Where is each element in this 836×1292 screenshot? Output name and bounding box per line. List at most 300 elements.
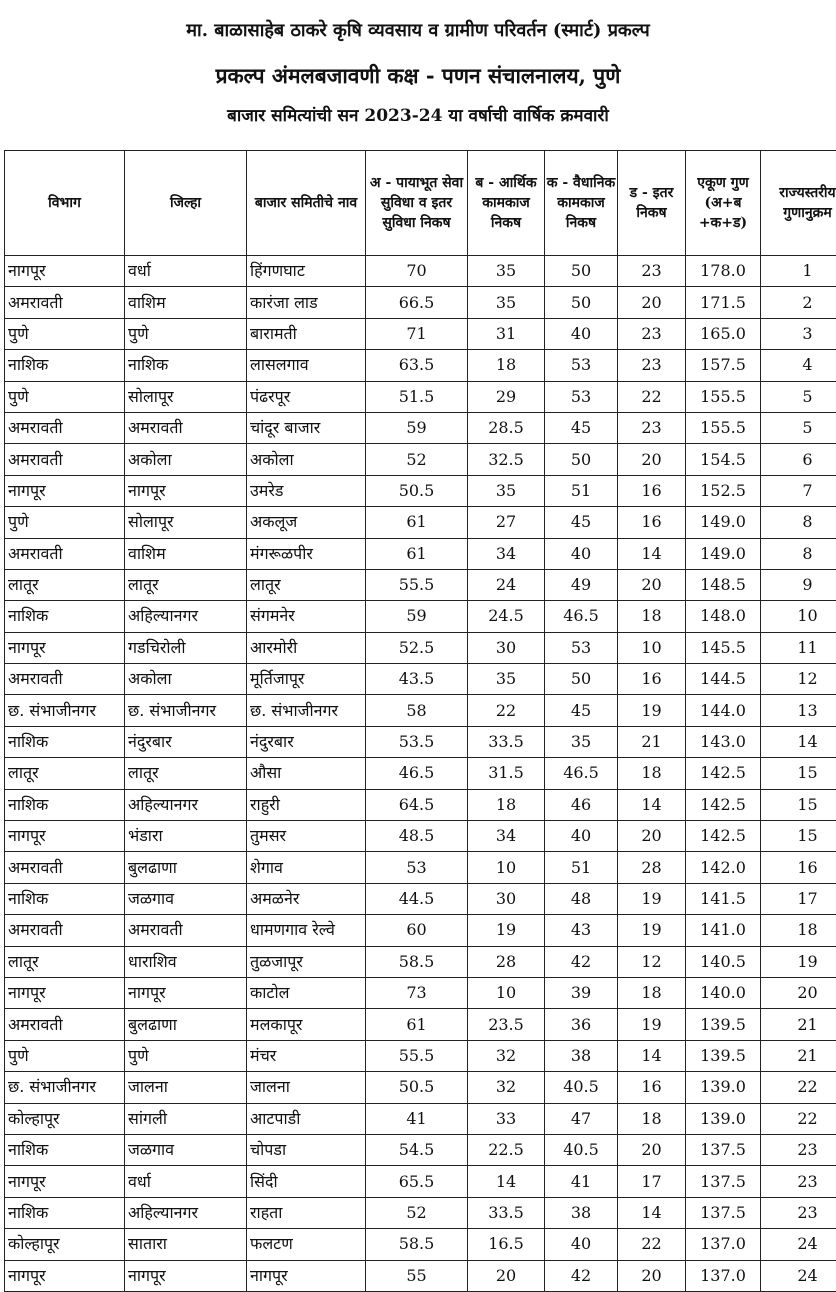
- state-rank-cell: 5: [761, 412, 836, 443]
- statutory-score-cell: 45: [545, 412, 618, 443]
- district-cell: पुणे: [125, 1040, 247, 1071]
- division-cell: नाशिक: [5, 350, 125, 381]
- column-header-statutory: क - वैधानिक कामकाज निकष: [545, 151, 618, 256]
- market-committee-cell: अकलूज: [247, 507, 366, 538]
- other-score-cell: 14: [618, 789, 686, 820]
- market-committee-cell: कारंजा लाड: [247, 287, 366, 318]
- district-cell: बुलढाणा: [125, 852, 247, 883]
- state-rank-cell: 19: [761, 946, 836, 977]
- financial-score-cell: 35: [468, 664, 545, 695]
- financial-score-cell: 16.5: [468, 1229, 545, 1260]
- statutory-score-cell: 40: [545, 821, 618, 852]
- total-score-cell: 139.5: [686, 1040, 761, 1071]
- state-rank-cell: 16: [761, 852, 836, 883]
- division-cell: अमरावती: [5, 915, 125, 946]
- market-committee-cell: नंदुरबार: [247, 726, 366, 757]
- state-rank-cell: 21: [761, 1040, 836, 1071]
- statutory-score-cell: 48: [545, 883, 618, 914]
- infrastructure-score-cell: 71: [366, 318, 468, 349]
- district-cell: अहिल्यानगर: [125, 1197, 247, 1228]
- total-score-cell: 144.5: [686, 664, 761, 695]
- statutory-score-cell: 51: [545, 852, 618, 883]
- table-row: [5, 1166, 836, 1197]
- state-rank-cell: 7: [761, 475, 836, 506]
- table-row: [5, 946, 836, 977]
- district-cell: नंदुरबार: [125, 726, 247, 757]
- total-score-cell: 141.5: [686, 883, 761, 914]
- state-rank-cell: 11: [761, 632, 836, 663]
- financial-score-cell: 22.5: [468, 1134, 545, 1165]
- district-cell: सांगली: [125, 1103, 247, 1134]
- market-committee-cell: जालना: [247, 1072, 366, 1103]
- table-row: [5, 1072, 836, 1103]
- table-row: [5, 1260, 836, 1291]
- market-committee-cell: मंगरूळपीर: [247, 538, 366, 569]
- table-row: [5, 1134, 836, 1165]
- state-rank-cell: 15: [761, 789, 836, 820]
- infrastructure-score-cell: 53: [366, 852, 468, 883]
- district-cell: बुलढाणा: [125, 1009, 247, 1040]
- district-cell: अहिल्यानगर: [125, 601, 247, 632]
- market-committee-cell: हिंगणघाट: [247, 256, 366, 287]
- table-row: [5, 1009, 836, 1040]
- total-score-cell: 140.0: [686, 977, 761, 1008]
- statutory-score-cell: 40.5: [545, 1134, 618, 1165]
- financial-score-cell: 23.5: [468, 1009, 545, 1040]
- state-rank-cell: 1: [761, 256, 836, 287]
- table-row: [5, 507, 836, 538]
- financial-score-cell: 33: [468, 1103, 545, 1134]
- state-rank-cell: 13: [761, 695, 836, 726]
- infrastructure-score-cell: 64.5: [366, 789, 468, 820]
- division-cell: नागपूर: [5, 632, 125, 663]
- other-score-cell: 19: [618, 1009, 686, 1040]
- division-cell: नाशिक: [5, 1134, 125, 1165]
- other-score-cell: 28: [618, 852, 686, 883]
- financial-score-cell: 14: [468, 1166, 545, 1197]
- other-score-cell: 16: [618, 664, 686, 695]
- infrastructure-score-cell: 61: [366, 1009, 468, 1040]
- state-rank-cell: 6: [761, 444, 836, 475]
- financial-score-cell: 20: [468, 1260, 545, 1291]
- market-committee-cell: अकोला: [247, 444, 366, 475]
- other-score-cell: 20: [618, 287, 686, 318]
- statutory-score-cell: 42: [545, 1260, 618, 1291]
- district-cell: सोलापूर: [125, 507, 247, 538]
- district-cell: वर्धा: [125, 1166, 247, 1197]
- other-score-cell: 23: [618, 318, 686, 349]
- district-cell: वर्धा: [125, 256, 247, 287]
- division-cell: नागपूर: [5, 1260, 125, 1291]
- other-score-cell: 18: [618, 1103, 686, 1134]
- infrastructure-score-cell: 50.5: [366, 1072, 468, 1103]
- table-row: [5, 287, 836, 318]
- statutory-score-cell: 40: [545, 1229, 618, 1260]
- column-header-district: जिल्हा: [125, 151, 247, 256]
- financial-score-cell: 10: [468, 852, 545, 883]
- financial-score-cell: 19: [468, 915, 545, 946]
- district-cell: लातूर: [125, 758, 247, 789]
- district-cell: भंडारा: [125, 821, 247, 852]
- financial-score-cell: 32: [468, 1040, 545, 1071]
- table-row: [5, 1229, 836, 1260]
- table-row: [5, 758, 836, 789]
- total-score-cell: 149.0: [686, 538, 761, 569]
- column-header-other: ड - इतर निकष: [618, 151, 686, 256]
- district-cell: नागपूर: [125, 977, 247, 1008]
- statutory-score-cell: 45: [545, 507, 618, 538]
- division-cell: अमरावती: [5, 287, 125, 318]
- infrastructure-score-cell: 73: [366, 977, 468, 1008]
- division-cell: लातूर: [5, 569, 125, 600]
- division-cell: छ. संभाजीनगर: [5, 695, 125, 726]
- state-rank-cell: 18: [761, 915, 836, 946]
- total-score-cell: 178.0: [686, 256, 761, 287]
- division-cell: नाशिक: [5, 601, 125, 632]
- district-cell: अमरावती: [125, 412, 247, 443]
- financial-score-cell: 27: [468, 507, 545, 538]
- statutory-score-cell: 51: [545, 475, 618, 506]
- state-rank-cell: 21: [761, 1009, 836, 1040]
- statutory-score-cell: 38: [545, 1040, 618, 1071]
- district-cell: लातूर: [125, 569, 247, 600]
- state-rank-cell: 14: [761, 726, 836, 757]
- financial-score-cell: 31: [468, 318, 545, 349]
- table-row: [5, 475, 836, 506]
- other-score-cell: 22: [618, 1229, 686, 1260]
- statutory-score-cell: 46: [545, 789, 618, 820]
- total-score-cell: 142.5: [686, 821, 761, 852]
- statutory-score-cell: 36: [545, 1009, 618, 1040]
- total-score-cell: 155.5: [686, 412, 761, 443]
- statutory-score-cell: 50: [545, 664, 618, 695]
- statutory-score-cell: 53: [545, 350, 618, 381]
- ranking-table: [4, 150, 836, 1292]
- total-score-cell: 137.0: [686, 1229, 761, 1260]
- district-cell: नाशिक: [125, 350, 247, 381]
- statutory-score-cell: 46.5: [545, 758, 618, 789]
- statutory-score-cell: 49: [545, 569, 618, 600]
- state-rank-cell: 15: [761, 821, 836, 852]
- statutory-score-cell: 40: [545, 318, 618, 349]
- other-score-cell: 21: [618, 726, 686, 757]
- total-score-cell: 141.0: [686, 915, 761, 946]
- column-header-financial: ब - आर्थिक कामकाज निकष: [468, 151, 545, 256]
- financial-score-cell: 30: [468, 883, 545, 914]
- financial-score-cell: 33.5: [468, 726, 545, 757]
- market-committee-cell: छ. संभाजीनगर: [247, 695, 366, 726]
- other-score-cell: 18: [618, 601, 686, 632]
- division-cell: अमरावती: [5, 412, 125, 443]
- district-cell: नागपूर: [125, 475, 247, 506]
- district-cell: पुणे: [125, 318, 247, 349]
- division-cell: अमरावती: [5, 664, 125, 695]
- table-row: [5, 977, 836, 1008]
- table-row: [5, 350, 836, 381]
- financial-score-cell: 24.5: [468, 601, 545, 632]
- state-rank-cell: 2: [761, 287, 836, 318]
- state-rank-cell: 22: [761, 1103, 836, 1134]
- district-cell: वाशिम: [125, 538, 247, 569]
- column-header-total: एकूण गुण (अ+ब +क+ड): [686, 151, 761, 256]
- district-cell: अमरावती: [125, 915, 247, 946]
- total-score-cell: 149.0: [686, 507, 761, 538]
- column-header-state-rank: राज्यस्तरीय गुणानुक्रम: [761, 151, 836, 256]
- division-cell: पुणे: [5, 381, 125, 412]
- financial-score-cell: 28.5: [468, 412, 545, 443]
- district-cell: जळगाव: [125, 883, 247, 914]
- market-committee-cell: मंचर: [247, 1040, 366, 1071]
- table-row: [5, 412, 836, 443]
- total-score-cell: 137.5: [686, 1134, 761, 1165]
- total-score-cell: 145.5: [686, 632, 761, 663]
- state-rank-cell: 23: [761, 1134, 836, 1165]
- district-cell: वाशिम: [125, 287, 247, 318]
- market-committee-cell: धामणगाव रेल्वे: [247, 915, 366, 946]
- total-score-cell: 137.5: [686, 1197, 761, 1228]
- statutory-score-cell: 50: [545, 287, 618, 318]
- table-row: [5, 538, 836, 569]
- statutory-score-cell: 53: [545, 632, 618, 663]
- infrastructure-score-cell: 70: [366, 256, 468, 287]
- other-score-cell: 12: [618, 946, 686, 977]
- document-title: मा. बाळासाहेब ठाकरे कृषि व्यवसाय व ग्रामीण परिवर्तन (स्मार्ट) प्रकल्प: [0, 18, 836, 42]
- division-cell: नागपूर: [5, 977, 125, 1008]
- financial-score-cell: 24: [468, 569, 545, 600]
- statutory-score-cell: 45: [545, 695, 618, 726]
- statutory-score-cell: 46.5: [545, 601, 618, 632]
- other-score-cell: 16: [618, 475, 686, 506]
- state-rank-cell: 4: [761, 350, 836, 381]
- state-rank-cell: 5: [761, 381, 836, 412]
- infrastructure-score-cell: 59: [366, 601, 468, 632]
- other-score-cell: 18: [618, 977, 686, 1008]
- division-cell: अमरावती: [5, 852, 125, 883]
- total-score-cell: 165.0: [686, 318, 761, 349]
- total-score-cell: 148.0: [686, 601, 761, 632]
- market-committee-cell: लासलगाव: [247, 350, 366, 381]
- infrastructure-score-cell: 55.5: [366, 1040, 468, 1071]
- other-score-cell: 14: [618, 538, 686, 569]
- division-cell: अमरावती: [5, 1009, 125, 1040]
- infrastructure-score-cell: 48.5: [366, 821, 468, 852]
- table-row: [5, 852, 836, 883]
- table-row: [5, 569, 836, 600]
- infrastructure-score-cell: 44.5: [366, 883, 468, 914]
- market-committee-cell: चोपडा: [247, 1134, 366, 1165]
- market-committee-cell: अमळनेर: [247, 883, 366, 914]
- state-rank-cell: 23: [761, 1166, 836, 1197]
- total-score-cell: 157.5: [686, 350, 761, 381]
- state-rank-cell: 8: [761, 538, 836, 569]
- infrastructure-score-cell: 46.5: [366, 758, 468, 789]
- district-cell: सोलापूर: [125, 381, 247, 412]
- total-score-cell: 154.5: [686, 444, 761, 475]
- market-committee-cell: राहता: [247, 1197, 366, 1228]
- infrastructure-score-cell: 55.5: [366, 569, 468, 600]
- infrastructure-score-cell: 61: [366, 507, 468, 538]
- division-cell: नाशिक: [5, 789, 125, 820]
- financial-score-cell: 28: [468, 946, 545, 977]
- market-committee-cell: पंढरपूर: [247, 381, 366, 412]
- document-heading: बाजार समित्यांची सन 2023-24 या वर्षाची वार्षिक क्रमवारी: [0, 103, 836, 126]
- division-cell: नाशिक: [5, 883, 125, 914]
- infrastructure-score-cell: 52: [366, 444, 468, 475]
- division-cell: लातूर: [5, 946, 125, 977]
- financial-score-cell: 33.5: [468, 1197, 545, 1228]
- district-cell: सातारा: [125, 1229, 247, 1260]
- table-row: [5, 695, 836, 726]
- division-cell: पुणे: [5, 1040, 125, 1071]
- column-header-infrastructure: अ - पायाभूत सेवा सुविधा व इतर सुविधा निकष: [366, 151, 468, 256]
- division-cell: पुणे: [5, 507, 125, 538]
- market-committee-cell: तुमसर: [247, 821, 366, 852]
- financial-score-cell: 34: [468, 538, 545, 569]
- other-score-cell: 17: [618, 1166, 686, 1197]
- financial-score-cell: 10: [468, 977, 545, 1008]
- infrastructure-score-cell: 58.5: [366, 946, 468, 977]
- table-row: [5, 915, 836, 946]
- infrastructure-score-cell: 58: [366, 695, 468, 726]
- table-row: [5, 601, 836, 632]
- division-cell: कोल्हापूर: [5, 1103, 125, 1134]
- financial-score-cell: 18: [468, 789, 545, 820]
- infrastructure-score-cell: 41: [366, 1103, 468, 1134]
- division-cell: अमरावती: [5, 444, 125, 475]
- financial-score-cell: 31.5: [468, 758, 545, 789]
- table-row: [5, 381, 836, 412]
- district-cell: नागपूर: [125, 1260, 247, 1291]
- division-cell: पुणे: [5, 318, 125, 349]
- market-committee-cell: मलकापूर: [247, 1009, 366, 1040]
- statutory-score-cell: 47: [545, 1103, 618, 1134]
- division-cell: लातूर: [5, 758, 125, 789]
- statutory-score-cell: 35: [545, 726, 618, 757]
- statutory-score-cell: 43: [545, 915, 618, 946]
- infrastructure-score-cell: 65.5: [366, 1166, 468, 1197]
- total-score-cell: 137.0: [686, 1260, 761, 1291]
- market-committee-cell: नागपूर: [247, 1260, 366, 1291]
- statutory-score-cell: 53: [545, 381, 618, 412]
- state-rank-cell: 24: [761, 1229, 836, 1260]
- market-committee-cell: शेगाव: [247, 852, 366, 883]
- infrastructure-score-cell: 66.5: [366, 287, 468, 318]
- total-score-cell: 171.5: [686, 287, 761, 318]
- state-rank-cell: 9: [761, 569, 836, 600]
- table-row: [5, 318, 836, 349]
- state-rank-cell: 23: [761, 1197, 836, 1228]
- financial-score-cell: 32.5: [468, 444, 545, 475]
- financial-score-cell: 35: [468, 287, 545, 318]
- statutory-score-cell: 42: [545, 946, 618, 977]
- table-row: [5, 444, 836, 475]
- market-committee-cell: काटोल: [247, 977, 366, 1008]
- division-cell: नाशिक: [5, 726, 125, 757]
- infrastructure-score-cell: 43.5: [366, 664, 468, 695]
- financial-score-cell: 29: [468, 381, 545, 412]
- total-score-cell: 142.5: [686, 758, 761, 789]
- market-committee-cell: लातूर: [247, 569, 366, 600]
- state-rank-cell: 10: [761, 601, 836, 632]
- infrastructure-score-cell: 51.5: [366, 381, 468, 412]
- infrastructure-score-cell: 52: [366, 1197, 468, 1228]
- table-row: [5, 632, 836, 663]
- division-cell: छ. संभाजीनगर: [5, 1072, 125, 1103]
- other-score-cell: 16: [618, 507, 686, 538]
- market-committee-cell: बारामती: [247, 318, 366, 349]
- financial-score-cell: 34: [468, 821, 545, 852]
- total-score-cell: 140.5: [686, 946, 761, 977]
- market-committee-cell: आटपाडी: [247, 1103, 366, 1134]
- statutory-score-cell: 40: [545, 538, 618, 569]
- table-row: [5, 883, 836, 914]
- infrastructure-score-cell: 55: [366, 1260, 468, 1291]
- division-cell: नाशिक: [5, 1197, 125, 1228]
- financial-score-cell: 35: [468, 475, 545, 506]
- district-cell: धाराशिव: [125, 946, 247, 977]
- state-rank-cell: 17: [761, 883, 836, 914]
- division-cell: नागपूर: [5, 1166, 125, 1197]
- infrastructure-score-cell: 50.5: [366, 475, 468, 506]
- market-committee-cell: राहुरी: [247, 789, 366, 820]
- other-score-cell: 14: [618, 1197, 686, 1228]
- other-score-cell: 20: [618, 1134, 686, 1165]
- document-subtitle: प्रकल्प अंमलबजावणी कक्ष - पणन संचालनालय, पुणे: [0, 62, 836, 90]
- market-committee-cell: उमरेड: [247, 475, 366, 506]
- infrastructure-score-cell: 54.5: [366, 1134, 468, 1165]
- table-row: [5, 789, 836, 820]
- total-score-cell: 139.5: [686, 1009, 761, 1040]
- state-rank-cell: 8: [761, 507, 836, 538]
- table-row: [5, 1197, 836, 1228]
- financial-score-cell: 35: [468, 256, 545, 287]
- financial-score-cell: 30: [468, 632, 545, 663]
- infrastructure-score-cell: 63.5: [366, 350, 468, 381]
- state-rank-cell: 3: [761, 318, 836, 349]
- other-score-cell: 18: [618, 758, 686, 789]
- division-cell: नागपूर: [5, 475, 125, 506]
- table-header-row: [5, 151, 836, 256]
- total-score-cell: 148.5: [686, 569, 761, 600]
- market-committee-cell: चांदूर बाजार: [247, 412, 366, 443]
- infrastructure-score-cell: 60: [366, 915, 468, 946]
- total-score-cell: 144.0: [686, 695, 761, 726]
- table-row: [5, 256, 836, 287]
- table-row: [5, 1103, 836, 1134]
- division-cell: नागपूर: [5, 256, 125, 287]
- state-rank-cell: 12: [761, 664, 836, 695]
- total-score-cell: 139.0: [686, 1103, 761, 1134]
- other-score-cell: 23: [618, 350, 686, 381]
- other-score-cell: 14: [618, 1040, 686, 1071]
- district-cell: छ. संभाजीनगर: [125, 695, 247, 726]
- other-score-cell: 20: [618, 821, 686, 852]
- statutory-score-cell: 50: [545, 256, 618, 287]
- state-rank-cell: 15: [761, 758, 836, 789]
- other-score-cell: 20: [618, 569, 686, 600]
- other-score-cell: 16: [618, 1072, 686, 1103]
- other-score-cell: 22: [618, 381, 686, 412]
- column-header-market-committee: बाजार समितीचे नाव: [247, 151, 366, 256]
- market-committee-cell: औसा: [247, 758, 366, 789]
- infrastructure-score-cell: 53.5: [366, 726, 468, 757]
- district-cell: अकोला: [125, 444, 247, 475]
- district-cell: जालना: [125, 1072, 247, 1103]
- financial-score-cell: 18: [468, 350, 545, 381]
- financial-score-cell: 32: [468, 1072, 545, 1103]
- division-cell: कोल्हापूर: [5, 1229, 125, 1260]
- total-score-cell: 155.5: [686, 381, 761, 412]
